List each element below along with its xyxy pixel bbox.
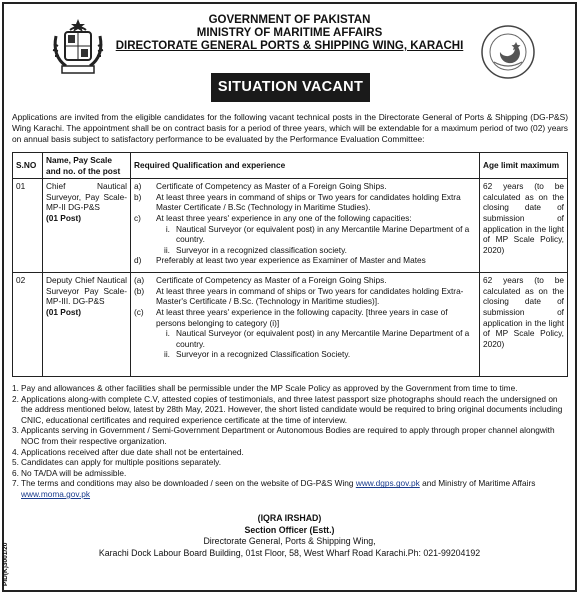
note-item: 5. Candidates can apply for multiple positions separately. <box>12 457 222 468</box>
qualification-subitem: ii. Surveyor in a recognized Classification Society. <box>164 349 351 360</box>
directorate-title: DIRECTORATE GENERAL PORTS & SHIPPING WING, KARACHI <box>115 40 464 52</box>
qualification-subitem: i. Nautical Surveyor (or equivalent post) in any Mercantile Marine Department of a country. <box>165 328 470 349</box>
qualification-item: (a) Certificate of Competency as Master of a Foreign Going Ships. <box>134 275 387 286</box>
table-row <box>13 179 568 273</box>
qualification-subitem: i. Nautical Surveyor (or equivalent post) in any Mercantile Marine Department of a country. <box>165 223 470 245</box>
qualification-item: d) Preferably at least two year experience as Examiner of Master and Mates <box>134 255 426 266</box>
situation-vacant-banner: SITUATION VACANT <box>211 73 370 102</box>
publication-id: PID(K)3001/20 <box>2 542 9 586</box>
qualification-item: (b) At least three years in command of ships or Two years for candidates holding Extra-Master's Certificate / B.Sc. (Technology in Maritime studies)]. <box>134 285 464 307</box>
letterhead <box>0 14 579 53</box>
note-item: 3. Applicants serving in Government / Semi-Government Department or Autonomous Bodies are required to apply through proper channel alongwith NOC from their respective organization. <box>12 425 555 446</box>
row-age-limit: 62 years (to be calculated as on the closing date of submission of application in the light of MP Scale Policy, 2020) <box>480 179 568 273</box>
qualification-item: c) At least three years' experience in any one of the following capacities: <box>134 212 412 223</box>
signatory-address: Karachi Dock Labour Board Building, 01st Floor, 58, West Wharf Road Karachi.Ph: 021-99204192 <box>98 547 481 558</box>
qualification-subitem: ii. Surveyor in a recognized classification society. <box>164 244 347 255</box>
note-item: 2. Applications along-with complete C.V, attested copies of testimonials, and three latest passport size photographs should reach the undersigned on the address mentioned below, latest by 28th May, 2021. However, the short listed candidate would be required to bring original documents including CNIC, educational certificates and required experience certificate at the time of interview. <box>12 393 563 425</box>
row-post-name <box>43 179 131 273</box>
row-qualification <box>131 273 480 377</box>
note-item: 7. The terms and conditions may also be downloaded / seen on the website of DG-P&S Wing www.dgps.gov.pk and Ministry of Maritime Affairs www.moma.gov.pk <box>12 478 536 499</box>
post-name-text: Deputy Chief Nautical Surveyor Pay Scale-MP-III. DG-P&S <box>46 275 127 307</box>
header-name: Name, Pay Scale and no. of the post <box>43 153 131 179</box>
row-sno: 02 <box>13 273 43 377</box>
dgps-website-link[interactable]: www.dgps.gov.pk <box>355 478 420 489</box>
qualification-item: b) At least three years in command of ships or Two years for candidates holding Extra Master Certificate / B.Sc (Technology in Maritime Studies). <box>134 191 461 213</box>
row-age-limit: 62 years (to be calculated as on the closing date of submission of application in the light of MP Scale Policy, 2020) <box>480 273 568 377</box>
row-sno: 01 <box>13 179 43 273</box>
qualification-item: a) Certificate of Competency as Master of a Foreign Going Ships. <box>134 181 387 192</box>
note-item: 4. Applications received after due date shall not be entertained. <box>12 446 244 457</box>
post-name-text: Chief Nautical Surveyor, Pay Scale- MP-II DG-P&S <box>46 181 127 213</box>
post-count: (01 Post) <box>46 306 82 317</box>
header-age: Age limit maximum <box>480 153 568 179</box>
qualification-item: (c) At least three years' experience in the following capacity. [three years in case of persons belonging to category (i)] <box>134 306 448 328</box>
table-row <box>13 273 568 377</box>
intro-paragraph: Applications are invited from the eligible candidates for the following vacant technical posts in the Directorate General of Ports & Shipping (DG-P&S) Wing Karachi. The appointment shall be on contract basis for a period of three years, which will be extendable for a maximum period of two (02) years on annual basis subject to satisfactory performance to be evaluated by the Performance Evaluation Committee: <box>12 112 568 144</box>
signatory-title: Section Officer (Estt.) <box>244 524 335 535</box>
header-qualification: Required Qualification and experience <box>131 153 480 179</box>
vacancy-table <box>12 152 568 377</box>
terms-notes <box>12 383 568 500</box>
signatory-name: (IQRA IRSHAD) <box>257 513 322 523</box>
ministry-title: MINISTRY OF MARITIME AFFAIRS <box>196 27 383 39</box>
header-sno: S.NO <box>13 153 43 179</box>
note-item: 6. No TA/DA will be admissible. <box>12 467 127 478</box>
moma-website-link[interactable]: www.moma.gov.pk <box>21 488 91 499</box>
post-count: (01 Post) <box>46 212 82 223</box>
table-header-row <box>13 153 568 179</box>
note-item: 1. Pay and allowances & other facilities shall be permissible under the MP Scale Policy as approved by the Government from time to time. <box>12 383 518 393</box>
row-qualification <box>131 179 480 273</box>
government-title: GOVERNMENT OF PAKISTAN <box>208 14 371 26</box>
signature-block <box>0 513 579 559</box>
row-post-name <box>43 273 131 377</box>
signatory-org: Directorate General, Ports & Shipping Wing, <box>203 536 376 546</box>
